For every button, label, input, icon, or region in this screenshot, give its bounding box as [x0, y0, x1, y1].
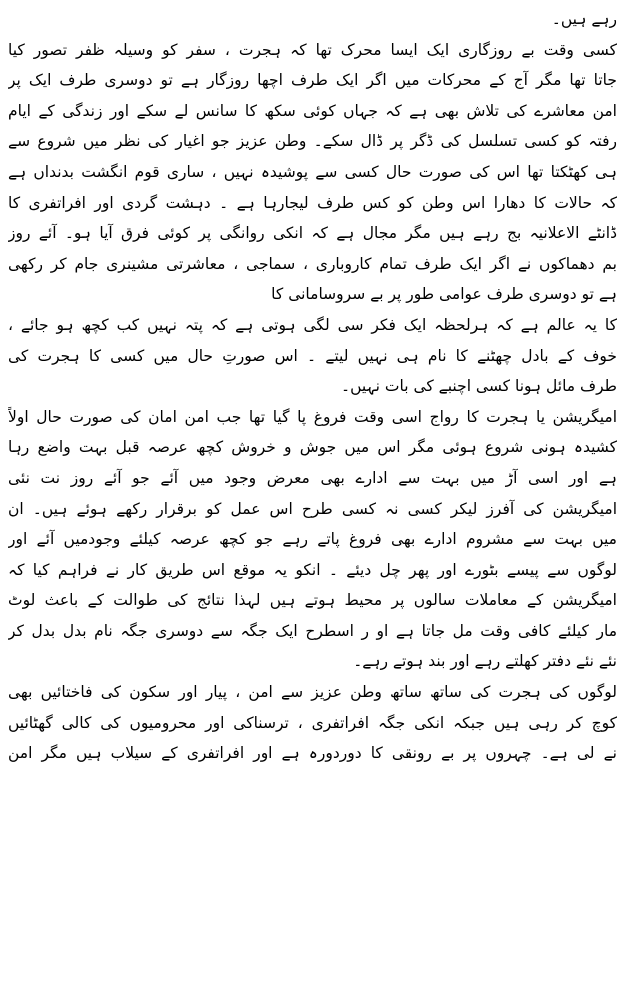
text-line: خوف کے بادل چھٹنے کا نام ہی نہیں لیتے ۔ اس صورتِ حال میں کسی کا ہجرت کی: [8, 346, 617, 365]
text-line: ہی کھٹکتا تھا اس کی صورت حال کسی سے پوشیدہ نہیں ، ساری قوم انگشت بدنداں ہے: [8, 162, 617, 181]
text-line: لوگوں کی ہجرت کی ساتھ ساتھ وطن عزیز سے امن ، پیار اور سکون کی فاختائیں بھی: [8, 683, 617, 702]
text-line: نئے نئے دفتر کھلتے رہے اور بند ہوتے رہے۔: [353, 652, 617, 671]
text-line: امن معاشرے کی تلاش بھی ہے کہ جہاں کوئی سکھ کا سانس لے سکے اور زندگی کے ایام: [8, 101, 617, 120]
text-line: کوچ کر رہی ہیں جبکہ انکی جگہ افراتفری ، ترسناکی اور محرومیوں کی کالی گھٹائیں: [8, 713, 617, 732]
document-page: [8, 4, 617, 994]
text-line: رہے ہیں۔: [551, 10, 617, 28]
text-line: نے لی ہے۔ چہروں پر بے رونقی کا دوردورہ ہے اور افراتفری کے سیلاب ہیں مگر امن: [8, 744, 617, 763]
text-line: بم دھماکوں نے اگر ایک طرف تمام کاروباری ، سماجی ، معاشرتی مشینری جام کر رکھی: [8, 254, 617, 273]
text-line: لوگوں سے پیسے بٹورے اور پھر چل دیئے ۔ انکو یہ موقع اس طریق کار نے فراہم کیا کہ: [8, 560, 617, 579]
text-line: امیگریشن کے معاملات سالوں پر محیط ہوتے ہیں لہذا نتائج کی طوالت کے باعث لوٹ: [8, 591, 617, 610]
text-line: ہے اور اسی آڑ میں بہت سے ادارے بھی معرض وجود میں آئے جو آئے روز نت نئی: [8, 468, 617, 487]
text-line: کشیدہ ہونی شروع ہوئی مگر اس میں جوش و خروش کچھ عرصہ قبل بہت واضع رہا: [8, 438, 617, 457]
text-line: کا یہ عالم ہے کہ ہرلحظہ ایک فکر سی لگی ہوتی ہے کہ پتہ نہیں کب کچھ ہو جائے ،: [8, 315, 617, 334]
text-line: کسی وقت بے روزگاری ایک ایسا محرک تھا کہ ہجرت ، سفر کو وسیلہ ظفر تصور کیا: [8, 40, 617, 59]
text-line: کہ حالات کا دھارا اس وطن کو کس طرف لیجارہا ہے ۔ دہشت گردی اور افراتفری کا: [8, 193, 617, 212]
text-line: طرف مائل ہونا کسی اچنبے کی بات نہیں۔: [341, 377, 617, 396]
text-line: مار کیلئے کافی وقت مل جاتا ہے او ر اسطرح ایک جگہ سے دوسری جگہ نام بدل بدل کر: [8, 621, 617, 640]
text-line: رفتہ کو کسی تسلسل کی ڈگر پر ڈال سکے۔ وطن عزیز جو اغیار کی نظر میں شروع سے: [8, 132, 617, 151]
text-line: امیگریشن یا ہجرت کا رواج اسی وقت فروغ پا گیا تھا جب امن امان کی صورت حال اولاً: [8, 407, 617, 426]
text-line: ہے تو دوسری طرف عوامی طور پر بے سروسامانی کا: [271, 285, 617, 304]
text-line: ڈانٹے الاعلانیہ بج رہے ہیں مگر مجال ہے کہ انکی روانگی پر کوئی فرق آیا ہو۔ آئے روز: [8, 224, 617, 243]
text-line: جاتا تھا مگر آج کے محرکات میں اگر ایک طرف اچھا روزگار ہے تو دوسری طرف ایک پر: [8, 71, 617, 90]
text-line: امیگریشن کی آفرز لیکر کسی نہ کسی طرح اس عمل کو برقرار رکھے ہوئے ہیں۔ ان: [8, 499, 617, 518]
text-line: میں بہت سے مشروم ادارے بھی فروغ پاتے رہے جو کچھ عرصہ کیلئے وجودمیں آئے اور: [8, 530, 617, 549]
